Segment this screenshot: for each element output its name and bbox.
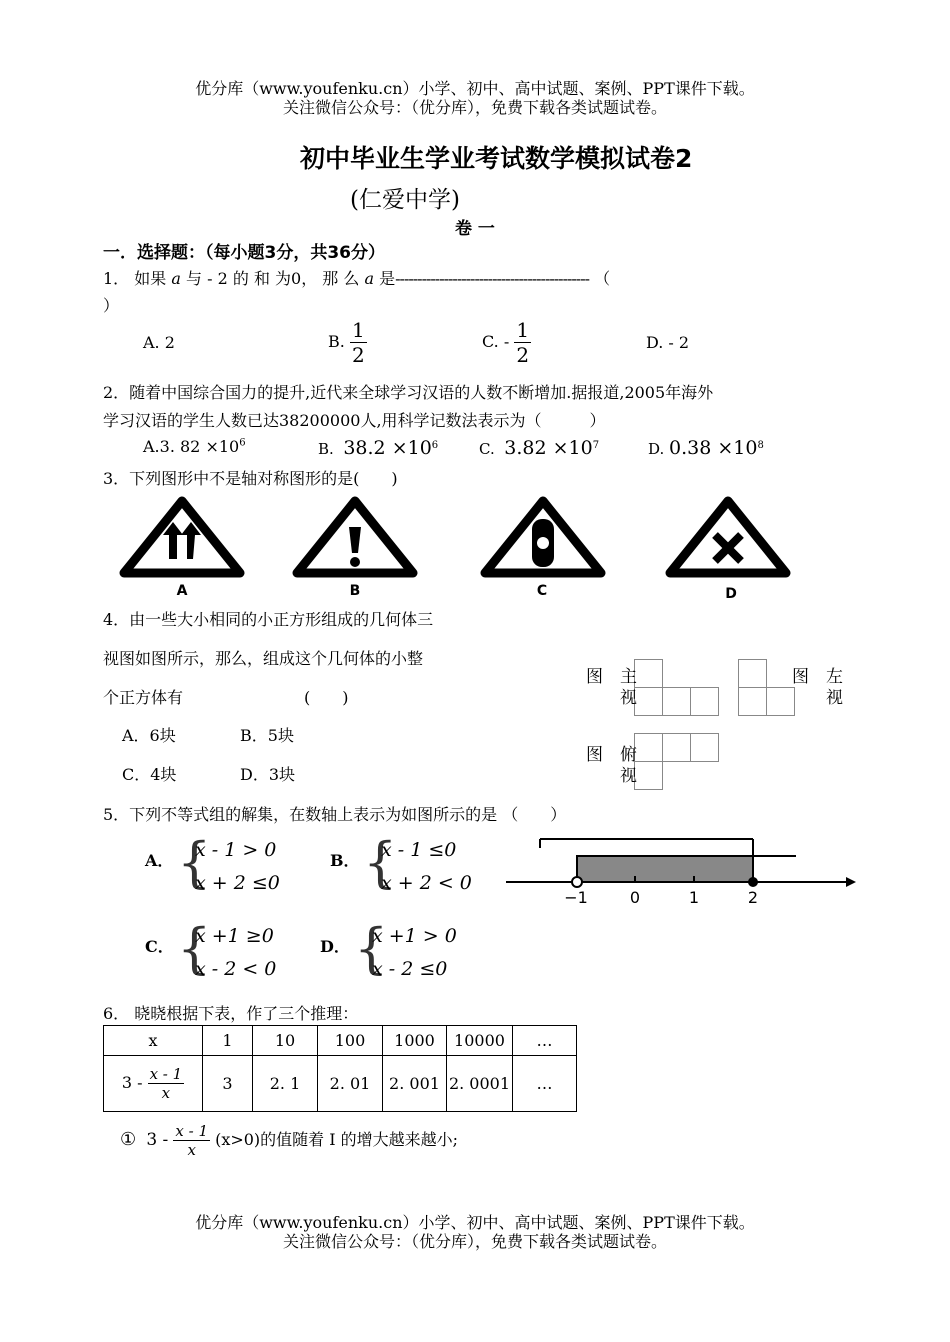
q6-item1-mark: ①: [120, 1129, 137, 1150]
table-row: [104, 1056, 577, 1112]
q6-item1-den: x: [187, 1141, 196, 1159]
q1-c-label: C. -: [482, 332, 510, 351]
q2-a-exp: 6: [239, 437, 246, 449]
left-view-cell: [738, 659, 767, 688]
q1-b-label: B.: [328, 332, 345, 351]
table-cell: 10000: [447, 1026, 513, 1056]
row2-den: x: [161, 1084, 171, 1102]
q2-b-val: 38.2 ×10: [343, 437, 432, 459]
q3-text: 3．下列图形中不是轴对称图形的是( ): [103, 469, 398, 488]
header-line-2: 关注微信公众号：（优分库），免费下载各类试题试卷。: [282, 98, 667, 117]
q1-paren-close: ）: [103, 296, 120, 315]
q3-signs: [115, 495, 815, 605]
tick-label: −1: [564, 888, 588, 907]
q5-c-label: C．: [145, 937, 174, 956]
q1-b-num: 1: [351, 318, 365, 342]
front-view-cell: [662, 687, 691, 716]
sign-label-b: B: [349, 583, 361, 599]
row2-num: x - 1: [149, 1065, 183, 1083]
q5-b-line1: x - 1 ≤0: [381, 839, 457, 861]
school-name: (仁爱中学): [350, 187, 460, 213]
table-row: [104, 1026, 577, 1056]
tick-label: 0: [629, 888, 641, 907]
q1-option-b: [328, 318, 367, 367]
q5-a-label: A．: [145, 851, 174, 870]
q4-option-c: C．4块: [122, 765, 177, 784]
q2-d-exp: 8: [757, 440, 764, 451]
exam-title: 初中毕业生学业考试数学模拟试卷2: [300, 144, 693, 173]
q1-option-c: [482, 318, 531, 367]
top-view-label-1: 俯: [620, 745, 637, 765]
sign-c-icon: [485, 501, 601, 573]
q2-line-1: 2．随着中国综合国力的提升,近代来全球学习汉语的人数不断增加.据报道,2005年海外: [103, 383, 714, 402]
front-view-label-2: 视: [620, 688, 637, 708]
left-view-label-2: 视: [826, 688, 843, 708]
top-view-cell: [634, 761, 663, 790]
table-cell: 2. 0001: [447, 1056, 513, 1112]
header-line-1: 优分库（www.youfenku.cn）小学、初中、高中试题、案例、PPT课件下载。: [195, 79, 755, 98]
top-view-cell: [690, 733, 719, 762]
question-1: [103, 266, 610, 289]
q5-d-label: D．: [320, 937, 350, 956]
q4-paren: ( ): [304, 688, 349, 707]
top-view-label-2: 视: [620, 766, 637, 786]
q5-c-brace: {: [177, 917, 212, 980]
q1-c-den: 2: [516, 343, 530, 367]
tick-label: 1: [688, 888, 700, 907]
q5-a-line1: x - 1 > 0: [195, 839, 277, 861]
volume-label: 卷 一: [455, 219, 495, 239]
front-view-label-1: 主: [620, 667, 637, 687]
q5-text: 5．下列不等式组的解集，在数轴上表示为如图所示的是 （ ）: [103, 805, 567, 824]
sign-label-d: D: [725, 586, 737, 602]
q4-line-2: 视图如图所示，那么，组成这个几何体的小整: [103, 649, 424, 668]
q1-paren-open: （: [594, 269, 611, 288]
table-cell: x: [104, 1026, 203, 1056]
q1-prefix: 1． 如果: [103, 269, 167, 288]
q2-d-label: D.: [648, 440, 665, 458]
q2-c-exp: 7: [592, 440, 600, 451]
q4-option-b: B．5块: [240, 726, 294, 745]
q5-d-line1: x +1 > 0: [372, 925, 457, 947]
front-view-label-3: 图: [586, 667, 603, 687]
table-cell: 2. 001: [383, 1056, 447, 1112]
q1-dashes: --------------------------------------------: [395, 269, 590, 288]
table-cell: 3: [203, 1056, 253, 1112]
q5-b-label: B．: [330, 851, 360, 870]
footer-line-1: 优分库（www.youfenku.cn）小学、初中、高中试题、案例、PPT课件下载。: [195, 1213, 755, 1232]
q1-b-fraction: [350, 318, 367, 367]
q2-option-d: [648, 437, 764, 459]
q1-b-den: 2: [351, 343, 365, 367]
q4-option-a: A．6块: [122, 726, 176, 745]
table-cell: 10: [253, 1026, 318, 1056]
q5-d-brace: {: [354, 917, 389, 980]
q2-a-val: 3. 82 ×10: [159, 437, 240, 456]
front-view-cell: [690, 687, 719, 716]
q1-option-d: D. - 2: [646, 333, 690, 352]
q1-mid2: 是: [379, 269, 396, 288]
q1-mid1: 与 - 2 的 和 为0， 那 么: [186, 269, 360, 288]
q1-c-num: 1: [516, 318, 530, 342]
open-point-icon: [572, 877, 582, 887]
q5-c-line1: x +1 ≥0: [195, 925, 274, 947]
top-view-cell: [662, 733, 691, 762]
sign-d-icon: [670, 501, 786, 573]
q2-line-2: 学习汉语的学生人数已达38200000人,用科学记数法表示为（ ）: [103, 411, 606, 430]
left-view-label-1: 左: [826, 667, 843, 687]
q5-b-line2: x + 2 < 0: [381, 872, 472, 894]
q2-c-label: C.: [479, 440, 495, 458]
q5-a-line2: x + 2 ≤0: [195, 872, 280, 894]
number-line: [500, 828, 870, 910]
q2-a-label: A.: [143, 437, 160, 456]
section-title: 一．选择题：（每小题3分，共36分）: [103, 243, 385, 263]
left-view-cell: [738, 687, 767, 716]
q6-table: [103, 1025, 577, 1112]
table-cell: 1: [203, 1026, 253, 1056]
top-view-cell: [634, 733, 663, 762]
table-cell: 1000: [383, 1026, 447, 1056]
front-view-cell: [634, 659, 663, 688]
q1-option-a: A. 2: [143, 333, 175, 352]
sign-label-c: C: [536, 583, 548, 599]
q6-item-1: [120, 1122, 458, 1159]
left-view-label-3: 图: [792, 667, 809, 687]
q2-b-label: B.: [318, 440, 334, 458]
q4-line-3: 个正方体有: [103, 688, 184, 707]
q1-c-fraction: [514, 318, 531, 367]
q5-b-brace: {: [363, 831, 398, 894]
table-cell: 100: [318, 1026, 383, 1056]
sign-label-a: A: [176, 583, 188, 599]
top-view-label-3: 图: [586, 745, 603, 765]
q6-item1-num: x - 1: [175, 1122, 208, 1140]
table-cell: 2. 1: [253, 1056, 318, 1112]
table-cell: 2. 01: [318, 1056, 383, 1112]
q4-line-1: 4．由一些大小相同的小正方形组成的几何体三: [103, 610, 434, 629]
q6-item1-pre: 3 -: [146, 1130, 169, 1150]
q6-text: 6． 晓晓根据下表，作了三个推理：: [103, 1004, 359, 1023]
q2-option-c: [479, 437, 599, 459]
q2-c-val: 3.82 ×10: [504, 437, 593, 459]
sign-b-icon: [297, 501, 413, 573]
row2-label-pre: 3 -: [121, 1073, 143, 1092]
closed-point-icon: [748, 877, 758, 887]
q5-d-line2: x - 2 ≤0: [372, 958, 448, 980]
q6-item1-text: (x>0)的值随着 I 的增大越来越小;: [215, 1130, 459, 1149]
row2-fraction: [148, 1065, 185, 1102]
sign-a-icon: [124, 501, 240, 573]
front-view-cell: [634, 687, 663, 716]
q5-c-line2: x - 2 < 0: [195, 958, 277, 980]
q2-b-exp: 6: [431, 440, 439, 451]
q2-option-a: [143, 437, 246, 456]
q4-option-d: D．3块: [240, 765, 296, 784]
table-cell: …: [513, 1026, 577, 1056]
q2-d-val: 0.38 ×10: [669, 437, 758, 459]
q2-option-b: [318, 437, 438, 459]
q1-var-a2: a: [364, 269, 375, 288]
left-view-cell: [766, 687, 795, 716]
q1-var-a: a: [171, 269, 181, 288]
table-cell: [104, 1056, 203, 1112]
table-cell: …: [513, 1056, 577, 1112]
tick-label: 2: [747, 888, 759, 907]
q5-a-brace: {: [177, 831, 212, 894]
footer-line-2: 关注微信公众号：（优分库），免费下载各类试题试卷。: [282, 1232, 667, 1251]
q6-item1-fraction: [173, 1122, 210, 1159]
